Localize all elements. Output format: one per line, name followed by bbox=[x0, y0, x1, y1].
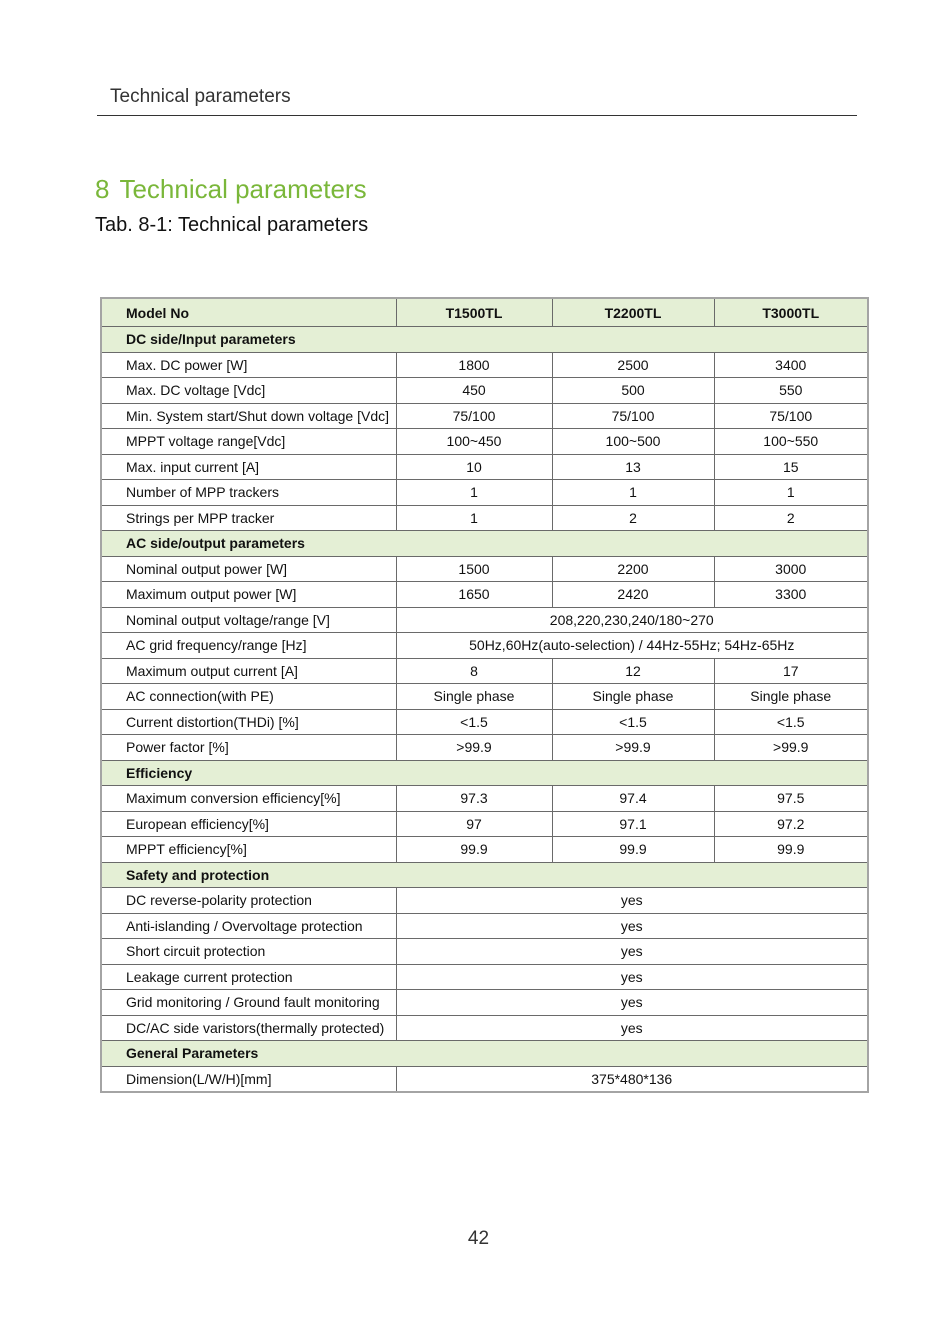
row-value-t1500tl: 97.3 bbox=[396, 786, 552, 812]
row-value-t1500tl: 1650 bbox=[396, 582, 552, 608]
row-value-t3000tl: 550 bbox=[714, 378, 868, 404]
section-title: Technical parameters bbox=[119, 174, 367, 204]
row-value-span: 375*480*136 bbox=[396, 1066, 868, 1092]
row-value-t1500tl: 450 bbox=[396, 378, 552, 404]
row-label: Max. DC power [W] bbox=[101, 352, 396, 378]
table-row bbox=[101, 658, 868, 684]
row-label: Grid monitoring / Ground fault monitoring bbox=[101, 990, 396, 1016]
row-label: Strings per MPP tracker bbox=[101, 505, 396, 531]
row-label: Nominal output power [W] bbox=[101, 556, 396, 582]
row-value-t3000tl: 1 bbox=[714, 480, 868, 506]
row-value-t3000tl: 100~550 bbox=[714, 429, 868, 455]
row-value-t2200tl: 75/100 bbox=[552, 403, 714, 429]
table-row bbox=[101, 403, 868, 429]
table-row bbox=[101, 556, 868, 582]
table-row bbox=[101, 378, 868, 404]
row-label: DC reverse-polarity protection bbox=[101, 888, 396, 914]
row-value-t3000tl: 3300 bbox=[714, 582, 868, 608]
row-value-span: yes bbox=[396, 1015, 868, 1041]
row-label: Max. input current [A] bbox=[101, 454, 396, 480]
header-cell-model: Model No bbox=[101, 298, 396, 327]
row-value-t2200tl: 12 bbox=[552, 658, 714, 684]
row-value-t1500tl: 1500 bbox=[396, 556, 552, 582]
row-value-t3000tl: 75/100 bbox=[714, 403, 868, 429]
table-row bbox=[101, 990, 868, 1016]
row-value-span: yes bbox=[396, 888, 868, 914]
row-label: Number of MPP trackers bbox=[101, 480, 396, 506]
row-label: DC/AC side varistors(thermally protected) bbox=[101, 1015, 396, 1041]
table-row bbox=[101, 1066, 868, 1092]
group-row bbox=[101, 1041, 868, 1067]
table-row bbox=[101, 964, 868, 990]
table-row bbox=[101, 735, 868, 761]
row-value-t1500tl: 1800 bbox=[396, 352, 552, 378]
row-value-t2200tl: 100~500 bbox=[552, 429, 714, 455]
table-row bbox=[101, 811, 868, 837]
row-value-t1500tl: <1.5 bbox=[396, 709, 552, 735]
row-value-t1500tl: 1 bbox=[396, 480, 552, 506]
group-title: Safety and protection bbox=[101, 862, 868, 888]
table-row bbox=[101, 582, 868, 608]
row-value-t3000tl: 99.9 bbox=[714, 837, 868, 863]
row-label: Current distortion(THDi) [%] bbox=[101, 709, 396, 735]
header-cell-t3000tl: T3000TL bbox=[714, 298, 868, 327]
row-label: Short circuit protection bbox=[101, 939, 396, 965]
row-value-t3000tl: Single phase bbox=[714, 684, 868, 710]
table-body bbox=[101, 298, 868, 1092]
table-header-row bbox=[101, 298, 868, 327]
row-label: Max. DC voltage [Vdc] bbox=[101, 378, 396, 404]
table-row bbox=[101, 837, 868, 863]
group-row bbox=[101, 862, 868, 888]
row-value-t2200tl: 2420 bbox=[552, 582, 714, 608]
row-label: Anti-islanding / Overvoltage protection bbox=[101, 913, 396, 939]
table-row bbox=[101, 633, 868, 659]
page-number: 42 bbox=[467, 1228, 490, 1249]
row-value-t3000tl: 15 bbox=[714, 454, 868, 480]
row-value-t3000tl: >99.9 bbox=[714, 735, 868, 761]
row-value-t2200tl: 500 bbox=[552, 378, 714, 404]
row-value-t2200tl: 97.4 bbox=[552, 786, 714, 812]
row-label: European efficiency[%] bbox=[101, 811, 396, 837]
running-header: Technical parameters bbox=[110, 86, 291, 107]
row-value-t2200tl: 2200 bbox=[552, 556, 714, 582]
group-row bbox=[101, 531, 868, 557]
row-value-t1500tl: Single phase bbox=[396, 684, 552, 710]
technical-parameters-table bbox=[100, 297, 869, 1093]
row-value-t3000tl: 3000 bbox=[714, 556, 868, 582]
header-cell-t2200tl: T2200TL bbox=[552, 298, 714, 327]
table-row bbox=[101, 454, 868, 480]
row-value-t3000tl: 2 bbox=[714, 505, 868, 531]
row-value-t1500tl: 10 bbox=[396, 454, 552, 480]
group-row bbox=[101, 760, 868, 786]
row-value-t1500tl: 75/100 bbox=[396, 403, 552, 429]
row-value-span: yes bbox=[396, 964, 868, 990]
group-title: AC side/output parameters bbox=[101, 531, 868, 557]
row-value-t2200tl: 99.9 bbox=[552, 837, 714, 863]
row-value-t2200tl: 1 bbox=[552, 480, 714, 506]
row-value-t3000tl: <1.5 bbox=[714, 709, 868, 735]
row-label: Maximum output power [W] bbox=[101, 582, 396, 608]
row-value-t2200tl: >99.9 bbox=[552, 735, 714, 761]
row-value-t1500tl: >99.9 bbox=[396, 735, 552, 761]
table-row bbox=[101, 505, 868, 531]
row-label: Power factor [%] bbox=[101, 735, 396, 761]
section-heading bbox=[95, 174, 367, 205]
table-row bbox=[101, 786, 868, 812]
row-value-t2200tl: 97.1 bbox=[552, 811, 714, 837]
table-row bbox=[101, 709, 868, 735]
table-row bbox=[101, 480, 868, 506]
row-value-span: yes bbox=[396, 939, 868, 965]
row-value-t2200tl: 2500 bbox=[552, 352, 714, 378]
header-rule bbox=[97, 115, 857, 116]
table-row bbox=[101, 1015, 868, 1041]
table-row bbox=[101, 607, 868, 633]
row-value-t2200tl: Single phase bbox=[552, 684, 714, 710]
header-cell-t1500tl: T1500TL bbox=[396, 298, 552, 327]
table-caption: Tab. 8-1: Technical parameters bbox=[95, 214, 369, 236]
group-row bbox=[101, 327, 868, 353]
row-value-t3000tl: 3400 bbox=[714, 352, 868, 378]
row-label: Dimension(L/W/H)[mm] bbox=[101, 1066, 396, 1092]
row-value-t3000tl: 17 bbox=[714, 658, 868, 684]
row-value-span: 208,220,230,240/180~270 bbox=[396, 607, 868, 633]
table-row bbox=[101, 939, 868, 965]
row-label: Leakage current protection bbox=[101, 964, 396, 990]
row-value-t1500tl: 100~450 bbox=[396, 429, 552, 455]
row-value-t2200tl: <1.5 bbox=[552, 709, 714, 735]
section-number: 8 bbox=[95, 174, 110, 204]
row-label: Min. System start/Shut down voltage [Vdc] bbox=[101, 403, 396, 429]
group-title: General Parameters bbox=[101, 1041, 868, 1067]
row-label: Nominal output voltage/range [V] bbox=[101, 607, 396, 633]
row-value-t2200tl: 13 bbox=[552, 454, 714, 480]
row-value-span: yes bbox=[396, 913, 868, 939]
row-value-t3000tl: 97.2 bbox=[714, 811, 868, 837]
row-value-t3000tl: 97.5 bbox=[714, 786, 868, 812]
row-value-t1500tl: 99.9 bbox=[396, 837, 552, 863]
table-row bbox=[101, 352, 868, 378]
table-row bbox=[101, 429, 868, 455]
row-label: MPPT efficiency[%] bbox=[101, 837, 396, 863]
row-label: MPPT voltage range[Vdc] bbox=[101, 429, 396, 455]
group-title: Efficiency bbox=[101, 760, 868, 786]
row-value-span: 50Hz,60Hz(auto-selection) / 44Hz-55Hz; 54Hz-65Hz bbox=[396, 633, 868, 659]
row-value-t1500tl: 1 bbox=[396, 505, 552, 531]
row-value-t2200tl: 2 bbox=[552, 505, 714, 531]
row-value-span: yes bbox=[396, 990, 868, 1016]
row-label: AC grid frequency/range [Hz] bbox=[101, 633, 396, 659]
table-row bbox=[101, 913, 868, 939]
table-row bbox=[101, 684, 868, 710]
group-title: DC side/Input parameters bbox=[101, 327, 868, 353]
row-value-t1500tl: 8 bbox=[396, 658, 552, 684]
row-label: Maximum conversion efficiency[%] bbox=[101, 786, 396, 812]
row-value-t1500tl: 97 bbox=[396, 811, 552, 837]
technical-parameters-table-wrap bbox=[100, 297, 867, 1093]
row-label: AC connection(with PE) bbox=[101, 684, 396, 710]
table-row bbox=[101, 888, 868, 914]
row-label: Maximum output current [A] bbox=[101, 658, 396, 684]
